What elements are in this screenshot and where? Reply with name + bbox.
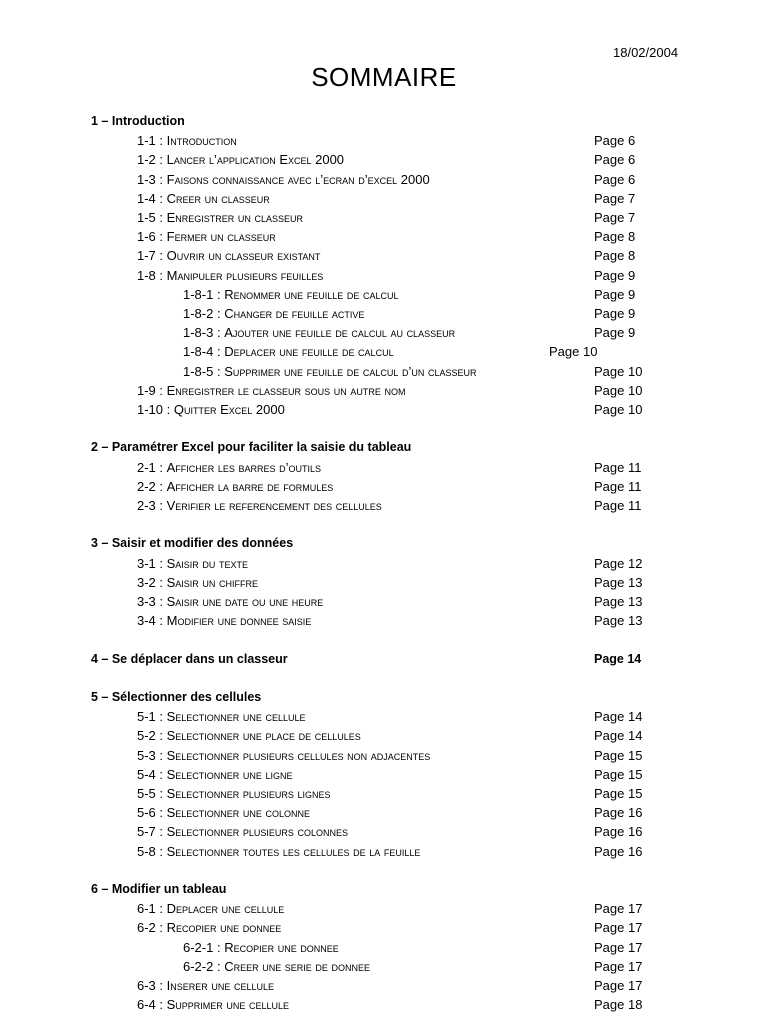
toc-entry — [0, 746, 768, 765]
toc-entry — [0, 957, 768, 976]
toc-entry — [0, 496, 768, 515]
toc-page-number: Page 15 — [594, 766, 643, 782]
toc-entry-label: 1-5 : Enregistrer un classeur — [137, 210, 304, 225]
toc-entry-label: 1-4 : Creer un classeur — [137, 190, 270, 206]
toc-entry — [0, 323, 768, 342]
toc-entry-label: 3-2 : Saisir un chiffre — [137, 574, 259, 590]
toc-entry — [0, 899, 768, 918]
toc-section-heading — [0, 880, 768, 899]
toc-page-number: Page 13 — [594, 613, 643, 629]
toc-section-heading — [0, 112, 768, 131]
document-date: 18/02/2004 — [613, 45, 679, 60]
toc-entry — [0, 266, 768, 285]
toc-entry — [0, 573, 768, 592]
toc-section-heading — [0, 688, 768, 707]
toc-entry — [0, 995, 768, 1014]
toc-entry — [0, 400, 768, 419]
toc-entry-label: 6-2-1 : Recopier une donnee — [183, 939, 339, 955]
toc-page-number: Page 10 — [549, 344, 598, 360]
toc-entry-label: 1-9 : Enregistrer le classeur sous un autre nom — [137, 382, 406, 398]
toc-entry — [0, 765, 768, 784]
toc-entry — [0, 611, 768, 630]
toc-entry — [0, 304, 768, 323]
toc-page-number: Page 9 — [594, 306, 636, 321]
toc-entry-label: 6-2 : Recopier une donnee — [137, 920, 282, 936]
toc-entry — [0, 842, 768, 861]
toc-entry-label: 6-2-2 : Creer une serie de donnee — [183, 958, 371, 974]
toc-page-number: Page 7 — [594, 190, 636, 206]
toc-page-number: Page 16 — [594, 843, 643, 859]
toc-entry-label: 1-8-4 : Deplacer une feuille de calcul — [183, 344, 394, 360]
toc-entry-label: 1-2 : Lancer l’application Excel 2000 — [137, 152, 345, 168]
toc-entry-label: 5-8 : Selectionner toutes les cellules de la feuille — [137, 843, 421, 859]
toc-entry-label: 1-8-5 : Supprimer une feuille de calcul d’un classeur — [183, 363, 477, 379]
toc-entry-label: 3-1 : Saisir du texte — [137, 555, 249, 571]
toc-page-number: Page 8 — [594, 248, 636, 264]
toc-entry-label: 2 – Paramétrer Excel pour faciliter la saisie du tableau — [91, 440, 412, 455]
toc-page-number: Page 8 — [594, 229, 636, 245]
toc-entry — [0, 189, 768, 208]
toc-entry — [0, 285, 768, 304]
toc-entry — [0, 803, 768, 822]
toc-entry — [0, 458, 768, 477]
toc-page-number: Page 11 — [594, 478, 642, 494]
toc-entry-label: 5-5 : Selectionner plusieurs lignes — [137, 786, 331, 801]
toc-page-number: Page 6 — [594, 152, 636, 168]
toc-entry-label: 1-10 : Quitter Excel 2000 — [137, 402, 285, 417]
toc-entry — [0, 170, 768, 189]
toc-page-number: Page 14 — [594, 709, 643, 725]
toc-entry-label: 1-8-1 : Renommer une feuille de calcul — [183, 286, 399, 302]
toc-page-number: Page 10 — [594, 382, 643, 398]
toc-entry — [0, 726, 768, 745]
toc-entry — [0, 784, 768, 803]
toc-page-number: Page 16 — [594, 805, 643, 821]
toc-page-number: Page 9 — [594, 325, 636, 341]
toc-entry-label: 1 – Introduction — [91, 114, 185, 128]
toc-entry-label: 5-4 : Selectionner une ligne — [137, 766, 293, 782]
toc-entry — [0, 381, 768, 400]
toc-entry-label: 3-3 : Saisir une date ou une heure — [137, 594, 324, 609]
toc-page-number: Page 11 — [594, 498, 642, 513]
toc-page-number: Page 10 — [594, 402, 643, 417]
toc-page-number: Page 11 — [594, 459, 642, 475]
toc-entry — [0, 707, 768, 726]
toc-entry-label: 2-1 : Afficher les barres d’outils — [137, 459, 322, 475]
toc-entry-label: 6 – Modifier un tableau — [91, 882, 227, 896]
toc-page-number: Page 9 — [594, 267, 636, 283]
toc-entry — [0, 938, 768, 957]
toc-page-number: Page 13 — [594, 594, 643, 609]
toc-page-number: Page 17 — [594, 901, 643, 917]
toc-page-number: Page 9 — [594, 286, 636, 302]
toc-page-number: Page 17 — [594, 958, 643, 974]
toc-entry — [0, 822, 768, 841]
toc-entry-label: 1-8 : Manipuler plusieurs feuilles — [137, 267, 324, 283]
toc-entry — [0, 150, 768, 169]
toc-entry-label: 1-6 : Fermer un classeur — [137, 229, 276, 245]
toc-page-number: Page 17 — [594, 920, 643, 936]
toc-entry-label: 2-3 : Verifier le referencement des cellules — [137, 498, 382, 513]
toc-entry-label: 6-3 : Inserer une cellule — [137, 978, 274, 993]
toc-entry — [0, 477, 768, 496]
toc-entry — [0, 592, 768, 611]
toc-entry — [0, 362, 768, 381]
toc-page-number: Page 10 — [594, 363, 643, 379]
toc-page-number: Page 7 — [594, 210, 636, 225]
toc-entry-label: 6-4 : Supprimer une cellule — [137, 997, 290, 1013]
toc-entry-label: 1-8-2 : Changer de feuille active — [183, 306, 365, 321]
toc-entry-label: 6-1 : Deplacer une cellule — [137, 901, 285, 917]
toc-entry — [0, 227, 768, 246]
toc-entry-label: 4 – Se déplacer dans un classeur — [91, 651, 288, 666]
toc-entry-label: 3-4 : Modifier une donnee saisie — [137, 613, 312, 629]
toc-entry — [0, 131, 768, 150]
toc-page-number: Page 16 — [594, 824, 643, 840]
toc-page-number: Page 17 — [594, 939, 643, 955]
toc-entry — [0, 554, 768, 573]
toc-entry-label: 1-8-3 : Ajouter une feuille de calcul au classeur — [183, 325, 456, 341]
toc-entry-label: 2-2 : Afficher la barre de formules — [137, 478, 334, 494]
toc-entry — [0, 208, 768, 227]
toc-section-heading — [0, 534, 768, 553]
toc-entry-label: 3 – Saisir et modifier des données — [91, 536, 294, 551]
toc-entry-label: 5-6 : Selectionner une colonne — [137, 805, 311, 821]
toc-entry-label: 5-1 : Selectionner une cellule — [137, 709, 306, 725]
toc-section-heading — [0, 650, 768, 669]
toc-entry-label: 5-2 : Selectionner une place de cellules — [137, 728, 361, 744]
toc-page-number: Page 15 — [594, 786, 643, 801]
toc-page-number: Page 14 — [594, 651, 642, 666]
toc-entry-label: 1-7 : Ouvrir un classeur existant — [137, 248, 321, 264]
toc-entry-label: 5-7 : Selectionner plusieurs colonnes — [137, 824, 349, 840]
toc-page-number: Page 12 — [594, 555, 643, 571]
toc-entry-label: 1-3 : Faisons connaissance avec l’ecran d’excel 2000 — [137, 171, 430, 187]
toc-page-number: Page 15 — [594, 747, 643, 763]
toc-page-number: Page 6 — [594, 171, 636, 187]
toc-page-number: Page 17 — [594, 978, 643, 993]
toc-page-number: Page 13 — [594, 574, 643, 590]
toc-page-number: Page 14 — [594, 728, 643, 744]
toc-page-number: Page 6 — [594, 133, 636, 149]
toc-page-number: Page 18 — [594, 997, 643, 1013]
toc-entry-label: 5-3 : Selectionner plusieurs cellules non adjacentes — [137, 747, 431, 763]
toc-section-heading — [0, 438, 768, 457]
toc-entry — [0, 246, 768, 265]
toc-entry — [0, 918, 768, 937]
toc-entry-label: 1-1 : Introduction — [137, 133, 237, 149]
page-title: SOMMAIRE — [311, 62, 457, 92]
toc-entry — [0, 342, 768, 361]
toc-entry-label: 5 – Sélectionner des cellules — [91, 690, 262, 704]
toc-entry — [0, 976, 768, 995]
